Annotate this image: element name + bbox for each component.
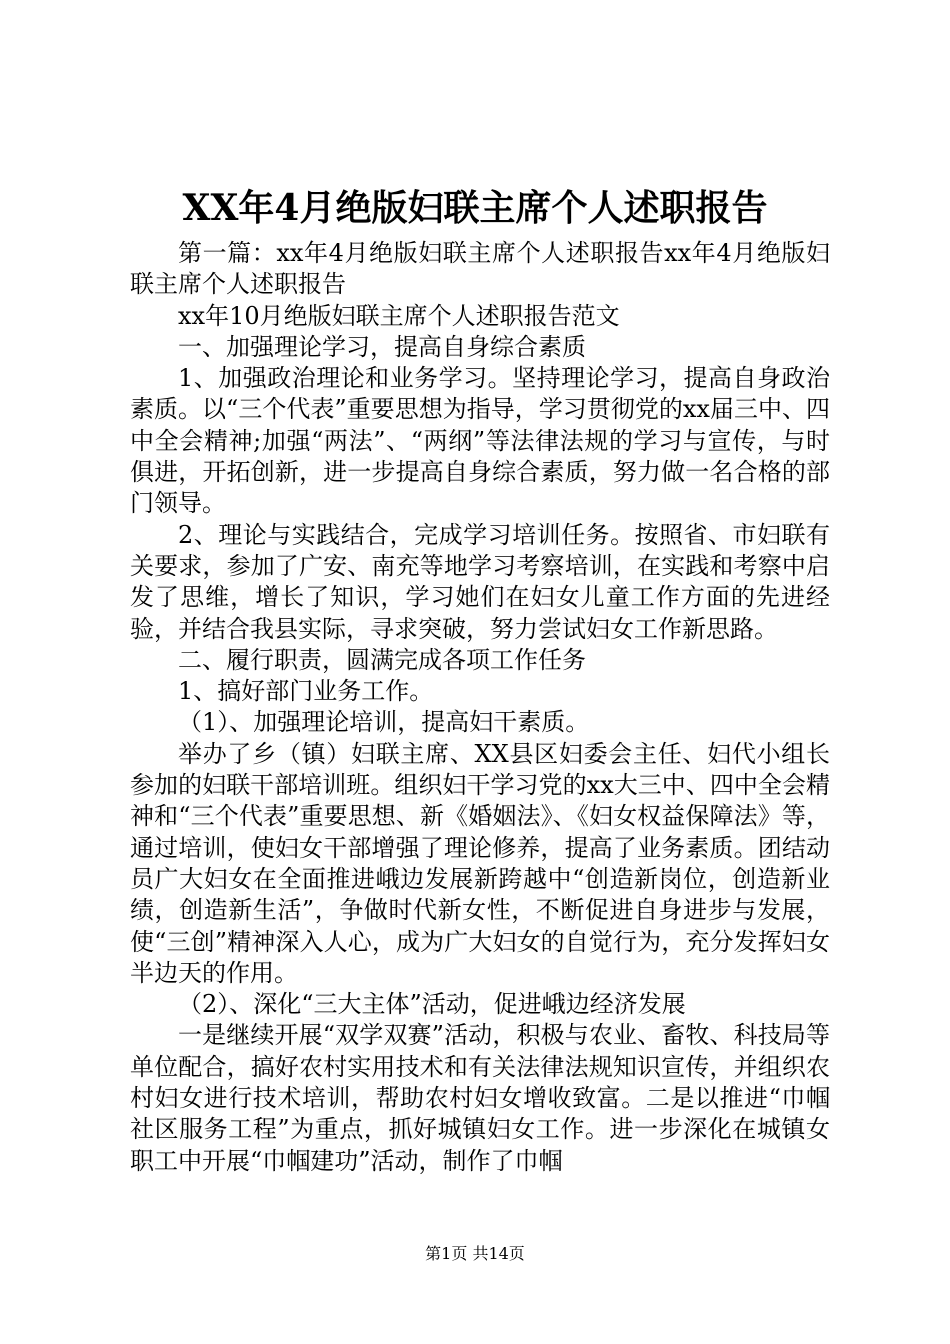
- document-title: XX年4月绝版妇联主席个人述职报告: [182, 187, 768, 229]
- paragraph: xx年10月绝版妇联主席个人述职报告范文: [178, 301, 620, 330]
- paragraph: 2、理论与实践结合，完成学习培训任务。按照省、市妇联有关要求，参加了广安、南充等地学习考察培训，在实践和考察中启发了思维，增长了知识，学习她们在妇女儿童工作方面的先进经验，并结合我县实际，寻求突破，努力尝试妇女工作新思路。: [130, 520, 830, 643]
- section-heading: 一、加强理论学习，提高自身综合素质: [178, 332, 586, 361]
- subsection-heading: （2）、深化“三大主体”活动，促进峨边经济发展: [178, 990, 686, 1019]
- paragraph: 举办了乡（镇）妇联主席、XX县区妇委会主任、妇代小组长参加的妇联干部培训班。组织妇干学习党的xx大三中、四中全会精神和“三个代表”重要思想、新《婚姻法》、《妇女权益保障法》等，通过培训，使妇女干部增强了理论修养，提高了业务素质。团结动员广大妇女在全面推进峨边发展新跨越中“创造新岗位，创造新业绩，创造新生活”，争做时代新女性，不断促进自身进步与发展，使“三创”精神深入人心，成为广大妇女的自觉行为，充分发挥妇女半边天的作用。: [130, 739, 830, 987]
- subsection-heading: （1）、加强理论培训，提高妇干素质。: [178, 708, 590, 737]
- document-body: [130, 238, 830, 1177]
- paragraph: 1、加强政治理论和业务学习。坚持理论学习，提高自身政治素质。以“三个代表”重要思想为指导，学习贯彻党的xx届三中、四中全会精神;加强“两法”、“两纲”等法律法规的学习与宣传，与时俱进，开拓创新，进一步提高自身综合素质，努力做一名合格的部门领导。: [130, 364, 830, 518]
- page-footer: 第1页 共14页: [425, 1244, 525, 1263]
- section-heading: 二、履行职责，圆满完成各项工作任务: [178, 645, 586, 674]
- subsection-heading: 1、搞好部门业务工作。: [178, 677, 434, 706]
- paragraph: 第一篇：xx年4月绝版妇联主席个人述职报告xx年4月绝版妇联主席个人述职报告: [130, 239, 830, 299]
- paragraph: 一是继续开展“双学双赛”活动，积极与农业、畜牧、科技局等单位配合，搞好农村实用技术和有关法律法规知识宣传，并组织农村妇女进行技术培训，帮助农村妇女增收致富。二是以推进“巾帼社区服务工程”为重点，抓好城镇妇女工作。进一步深化在城镇女职工中开展“巾帼建功”活动，制作了巾帼: [130, 1021, 830, 1175]
